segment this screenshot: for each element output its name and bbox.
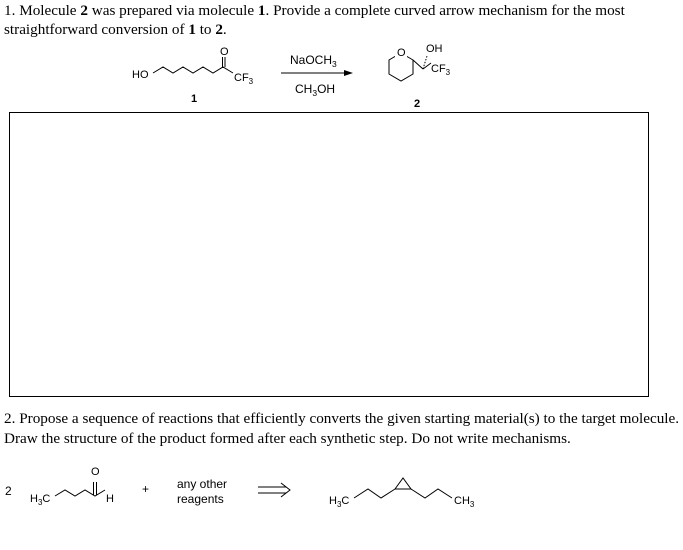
question-2-line-2: Draw the structure of the product formed after each synthetic step. Do not write mechanisms.	[4, 430, 571, 447]
other-reagents-line-2: reagents	[177, 492, 224, 506]
mol1-label: 1	[191, 93, 198, 105]
sm-aldehyde-h: H	[106, 493, 114, 505]
starting-material	[55, 482, 105, 496]
molecule-1	[153, 57, 233, 73]
sm-h3c: $H_3C$	[30, 493, 51, 507]
reaction-scheme-2	[0, 455, 683, 525]
mol2-label: 2	[414, 98, 421, 110]
mol1-carbonyl-o: O	[220, 46, 229, 58]
solvent-ch3oh: $CH_3OH$	[295, 82, 336, 98]
mol2-ring-o: O	[397, 47, 406, 59]
target-molecule	[354, 478, 452, 498]
plus-sign: +	[142, 482, 150, 496]
target-h3c: $H_3C$	[329, 495, 350, 509]
mol1-ho: HO	[132, 69, 149, 81]
target-ch3: $CH_3$	[454, 495, 475, 509]
mol2-oh: OH	[426, 43, 443, 55]
sm-aldehyde-o: O	[91, 466, 100, 478]
equivalents-count: 2	[5, 484, 12, 498]
reaction-scheme-1	[0, 36, 683, 112]
mol2-cf3: $CF_3$	[431, 63, 451, 77]
question-1-line-1: 1. Molecule 2 was prepared via molecule 1. Provide a complete curved arrow mechanism for the most	[4, 2, 625, 19]
reagent-naoch3: NaOCH$_3$	[290, 53, 337, 69]
retrosynthesis-arrow	[258, 483, 290, 497]
mol1-cf3: $CF_3$	[234, 72, 254, 86]
answer-box[interactable]	[9, 112, 649, 397]
other-reagents-line-1: any other	[177, 477, 228, 491]
reaction-arrow	[281, 70, 353, 76]
question-2-line-1: 2. Propose a sequence of reactions that efficiently converts the given starting material(s) to the target molecule.	[4, 410, 680, 427]
question-1-line-2: straightforward conversion of 1 to 2.	[4, 21, 227, 38]
